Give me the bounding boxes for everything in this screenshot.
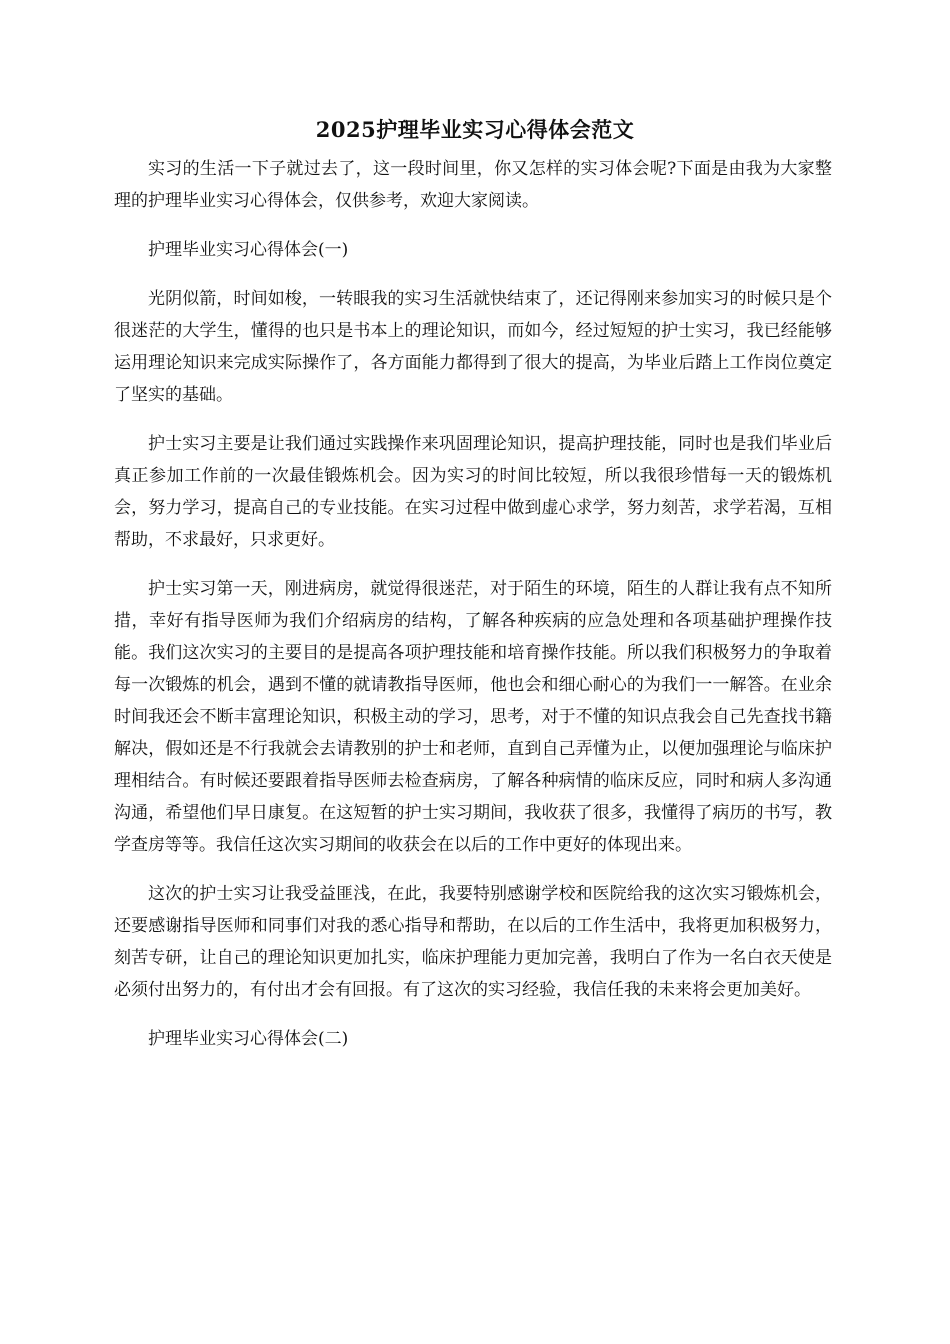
document-title: 2025护理毕业实习心得体会范文 xyxy=(315,117,635,142)
body-paragraph: 光阴似箭，时间如梭，一转眼我的实习生活就快结束了，还记得刚来参加实习的时候只是个很迷茫的大学生，懂得的也只是书本上的理论知识，而如今，经过短短的护士实习，我已经能够运用理论知识来完成实际操作了，各方面能力都得到了很大的提高，为毕业后踏上工作岗位奠定了坚实的基础。 xyxy=(114,289,832,405)
body-paragraph: 这次的护士实习让我受益匪浅，在此，我要特别感谢学校和医院给我的这次实习锻炼机会，还要感谢指导医师和同事们对我的悉心指导和帮助，在以后的工作生活中，我将更加积极努力，刻苦专研，让自己的理论知识更加扎实，临床护理能力更加完善，我明白了作为一名白衣天使是必须付出努力的，有付出才会有回报。有了这次的实习经验，我信任我的未来将会更加美好。 xyxy=(114,884,832,1000)
section-heading-2: 护理毕业实习心得体会(二) xyxy=(148,1029,349,1049)
section-heading-1: 护理毕业实习心得体会(一) xyxy=(148,240,349,260)
body-paragraph: 护士实习主要是让我们通过实践操作来巩固理论知识，提高护理技能，同时也是我们毕业后真正参加工作前的一次最佳锻炼机会。因为实习的时间比较短，所以我很珍惜每一天的锻炼机会，努力学习，提高自己的专业技能。在实习过程中做到虚心求学，努力刻苦，求学若渴，互相帮助，不求最好，只求更好。 xyxy=(114,434,832,550)
body-paragraph: 护士实习第一天，刚进病房，就觉得很迷茫，对于陌生的环境，陌生的人群让我有点不知所措，幸好有指导医师为我们介绍病房的结构，了解各种疾病的应急处理和各项基础护理操作技能。我们这次实习的主要目的是提高各项护理技能和培育操作技能。所以我们积极努力的争取着每一次锻炼的机会，遇到不懂的就请教指导医师，他也会和细心耐心的为我们一一解答。在业余时间我还会不断丰富理论知识，积极主动的学习，思考，对于不懂的知识点我会自己先查找书籍解决，假如还是不行我就会去请教别的护士和老师，直到自己弄懂为止，以便加强理论与临床护理相结合。有时候还要跟着指导医师去检查病房，了解各种病情的临床反应，同时和病人多沟通沟通，希望他们早日康复。在这短暂的护士实习期间，我收获了很多，我懂得了病历的书写，教学查房等等。我信任这次实习期间的收获会在以后的工作中更好的体现出来。 xyxy=(114,579,832,855)
intro-paragraph: 实习的生活一下子就过去了，这一段时间里，你又怎样的实习体会呢?下面是由我为大家整理的护理毕业实习心得体会，仅供参考，欢迎大家阅读。 xyxy=(114,159,832,211)
document-body xyxy=(114,153,832,1072)
